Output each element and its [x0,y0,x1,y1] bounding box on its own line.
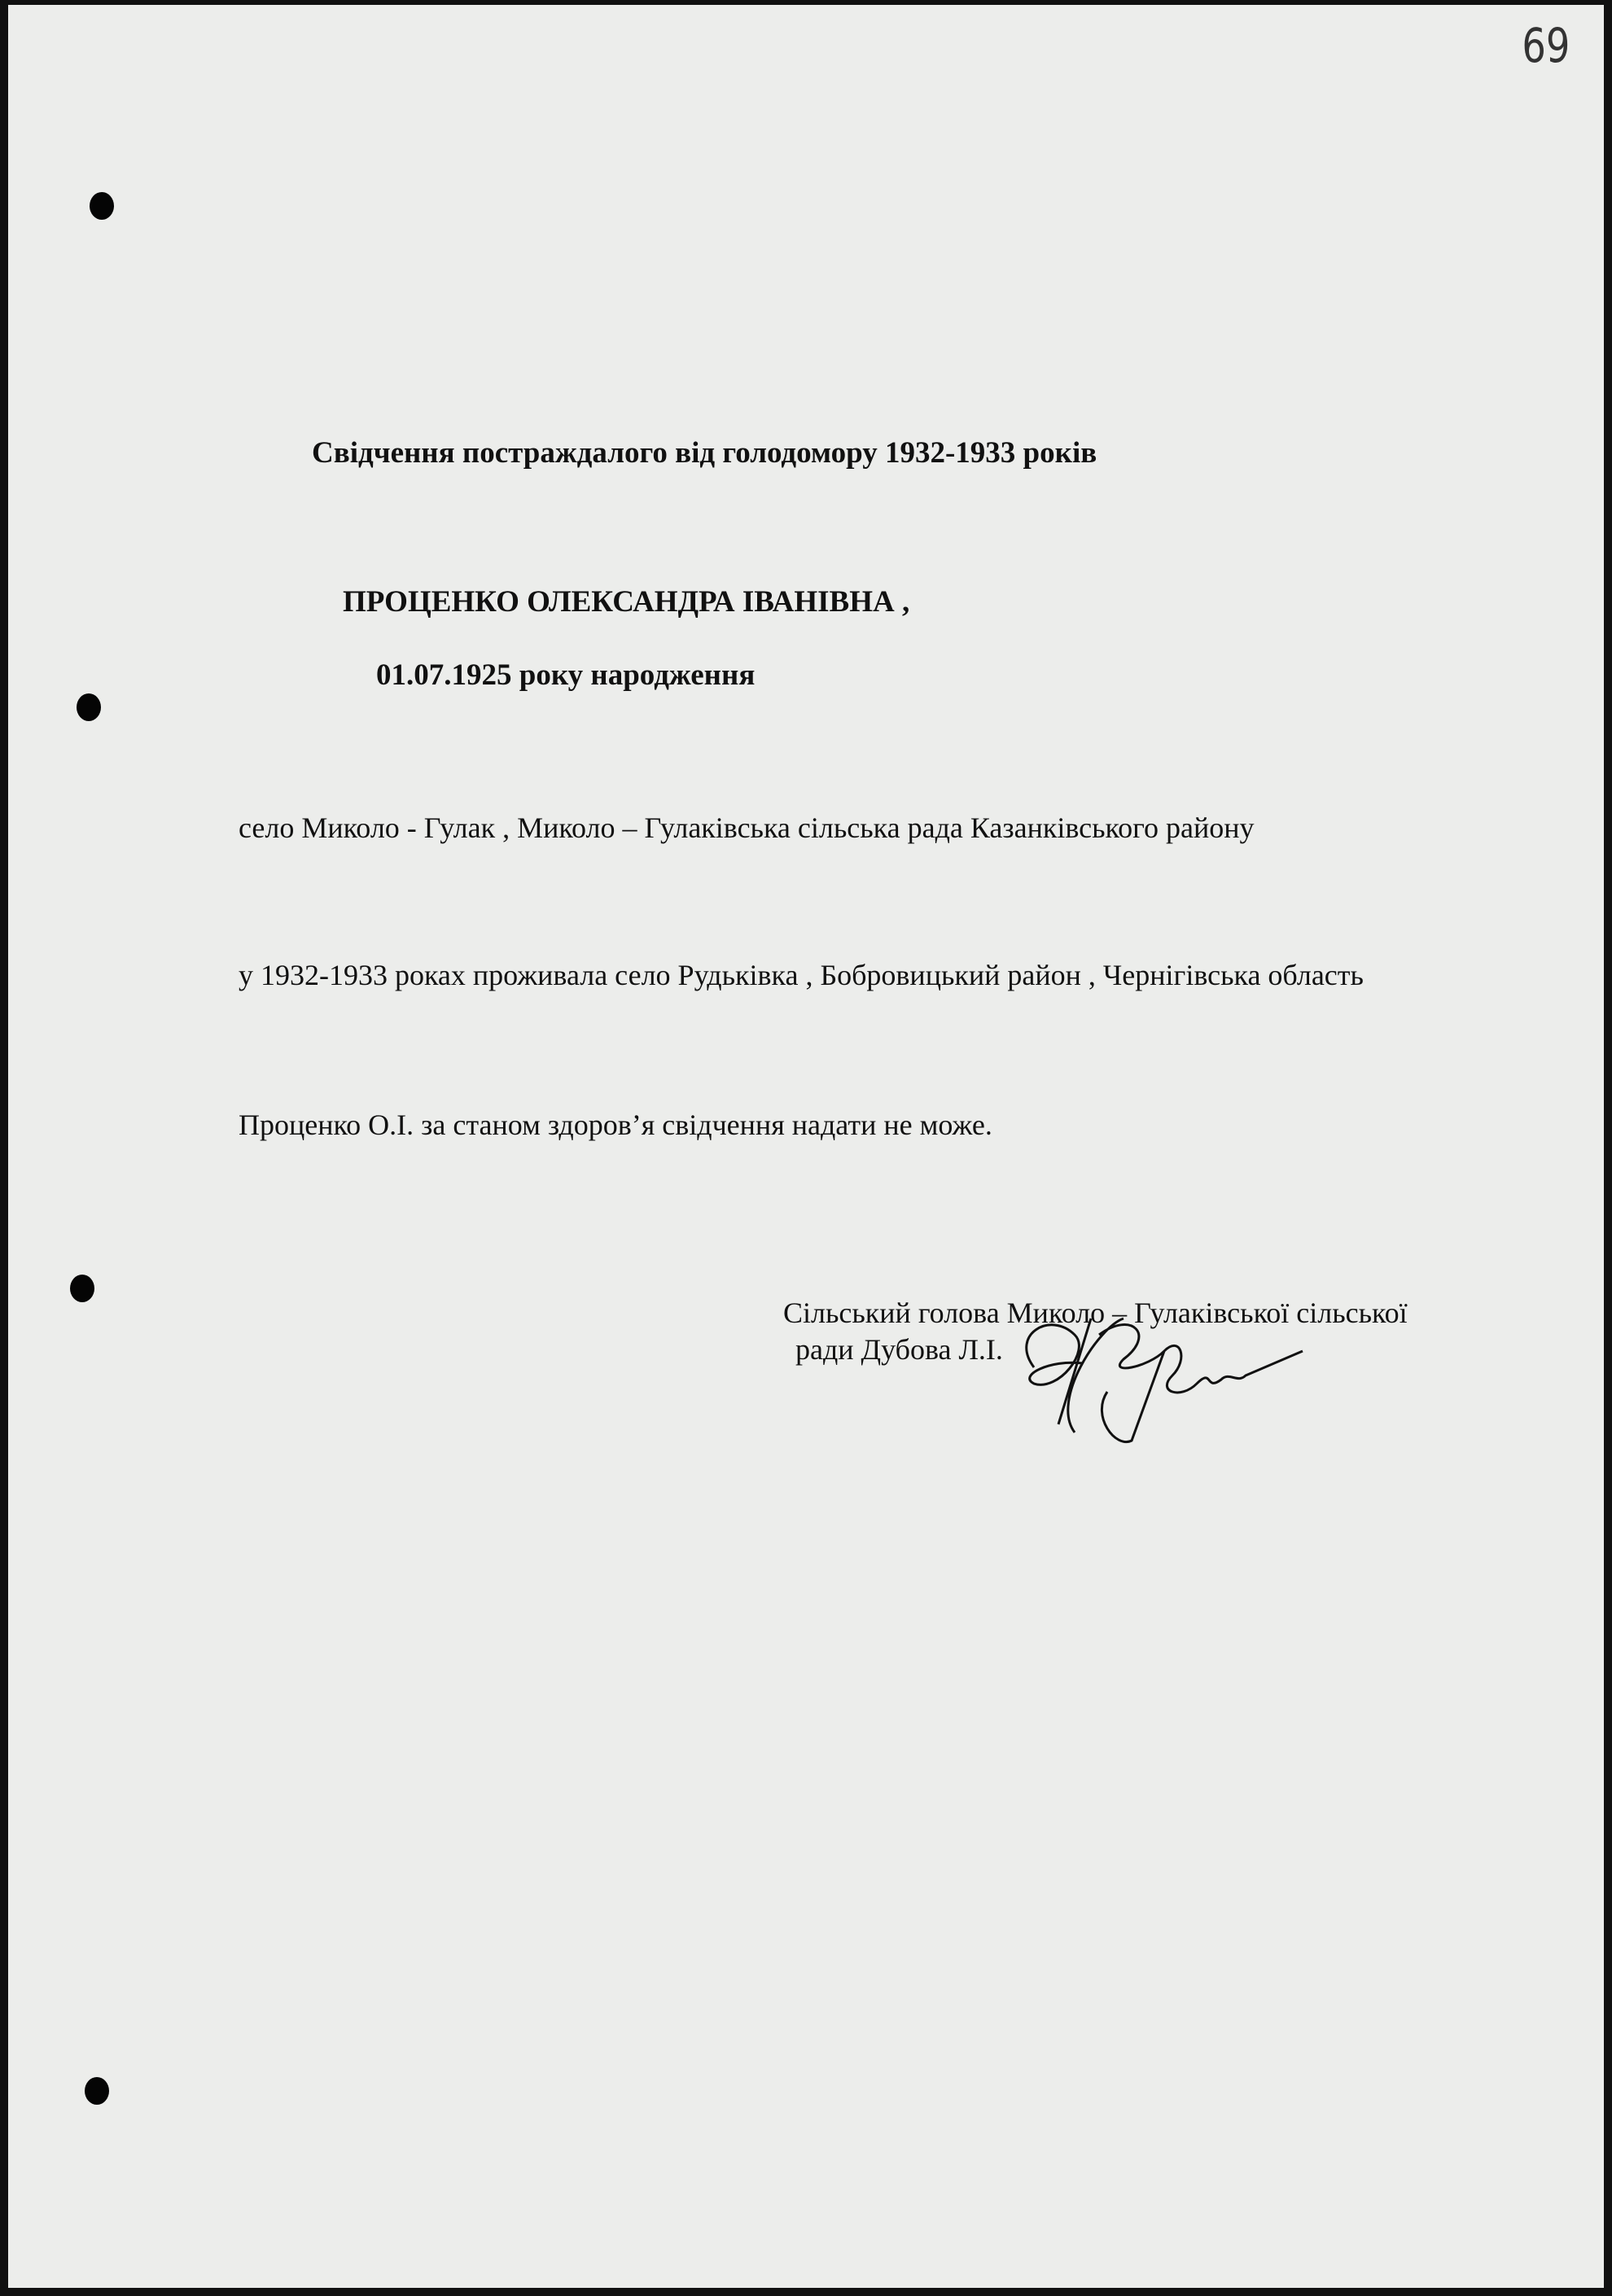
signatory-title: Сільський голова Миколо – Гулаківської сільської [783,1297,1408,1329]
birth-date: 01.07.1925 року народження [376,658,756,692]
punch-hole [70,1275,94,1302]
person-name: ПРОЦЕНКО ОЛЕКСАНДРА ІВАНІВНА , [343,585,910,619]
punch-hole [85,2077,109,2105]
punch-hole [90,192,114,220]
handwritten-signature [1001,1302,1311,1449]
page-number: 69 [1522,18,1570,73]
paper-sheet [8,5,1604,2288]
residence-line: село Миколо - Гулак , Миколо – Гулаківська сільська рада Казанківського району [239,811,1255,844]
document-title: Свідчення постраждалого від голодомору 1932-1933 років [312,436,1097,470]
signatory-name: ради Дубова Л.І. [795,1333,1003,1366]
famine-residence-line: у 1932-1933 роках проживала село Рудьківка , Бобровицький район , Чернігівська область [239,959,1364,991]
statement-note: Проценко О.І. за станом здоров’я свідчення надати не може. [239,1109,992,1141]
punch-hole [77,693,101,721]
